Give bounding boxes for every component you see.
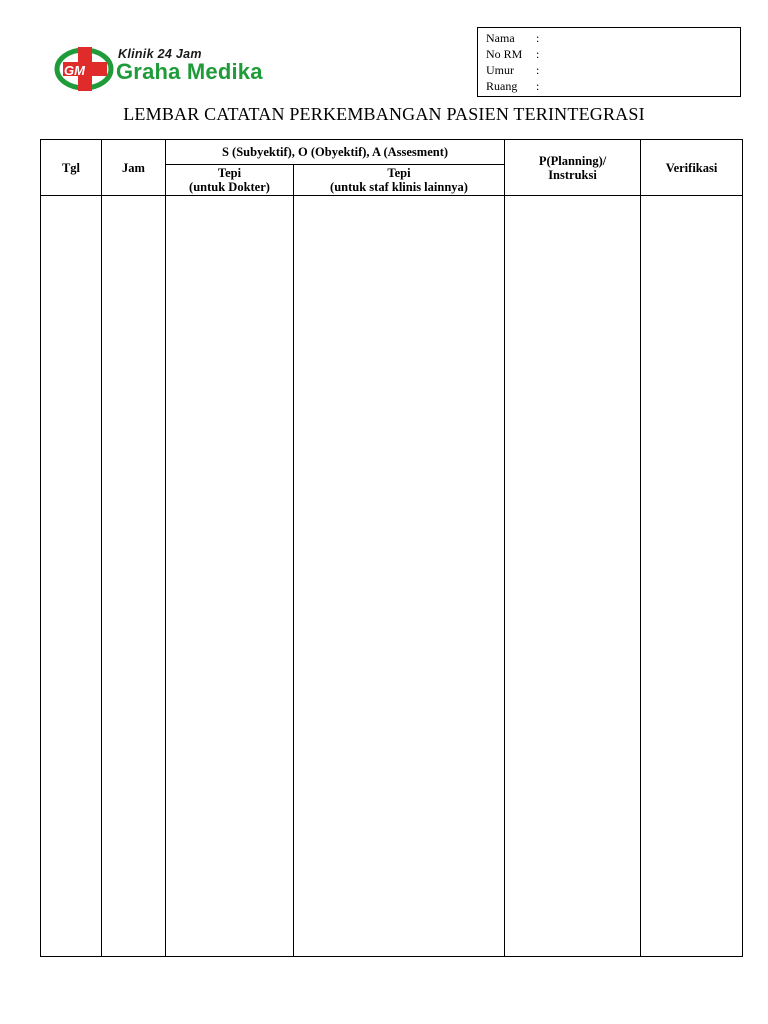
header-planning-line2: Instruksi [548,167,597,182]
subheader-dokter [166,165,294,196]
table-row [41,196,743,957]
header-soa: S (Subyektif), O (Obyektif), A (Assesment) [166,140,505,165]
field-separator: : [536,47,540,61]
logo-subtitle: Klinik 24 Jam [118,47,202,61]
progress-notes-table [40,139,743,957]
field-label: No RM [486,47,523,61]
clinic-logo [54,44,274,94]
cell-dokter[interactable] [166,196,294,957]
patient-field-no-rm [486,46,740,62]
field-label: Ruang [486,79,518,93]
field-separator: : [536,31,540,45]
subheader-staf-line2: (untuk staf klinis lainnya) [330,180,468,194]
header-planning-line1: P(Planning)/ [538,153,607,168]
header-planning [505,140,641,196]
field-label: Umur [486,63,514,77]
field-label: Nama [486,31,515,45]
patient-field-nama [486,30,740,46]
subheader-staf [294,165,505,196]
document-title: LEMBAR CATATAN PERKEMBANGAN PASIEN TERINTEGRASI [123,104,645,124]
cell-tgl[interactable] [41,196,102,957]
cell-planning[interactable] [505,196,641,957]
subheader-staf-line1: Tepi [387,166,411,180]
header-verifikasi: Verifikasi [641,140,743,196]
logo-name: Graha Medika [116,59,263,84]
clinic-logo-icon [54,44,118,94]
field-separator: : [536,63,540,77]
cell-jam[interactable] [102,196,166,957]
patient-field-ruang [486,78,740,94]
patient-identity-box [477,27,741,97]
cell-verifikasi[interactable] [641,196,743,957]
cell-staf[interactable] [294,196,505,957]
patient-field-umur [486,62,740,78]
svg-text:GM: GM [64,63,85,78]
header-jam: Jam [102,140,166,196]
subheader-dokter-line1: Tepi [217,166,242,180]
field-separator: : [536,79,540,93]
header-tgl: Tgl [41,140,102,196]
subheader-dokter-line2: (untuk Dokter) [189,180,270,194]
